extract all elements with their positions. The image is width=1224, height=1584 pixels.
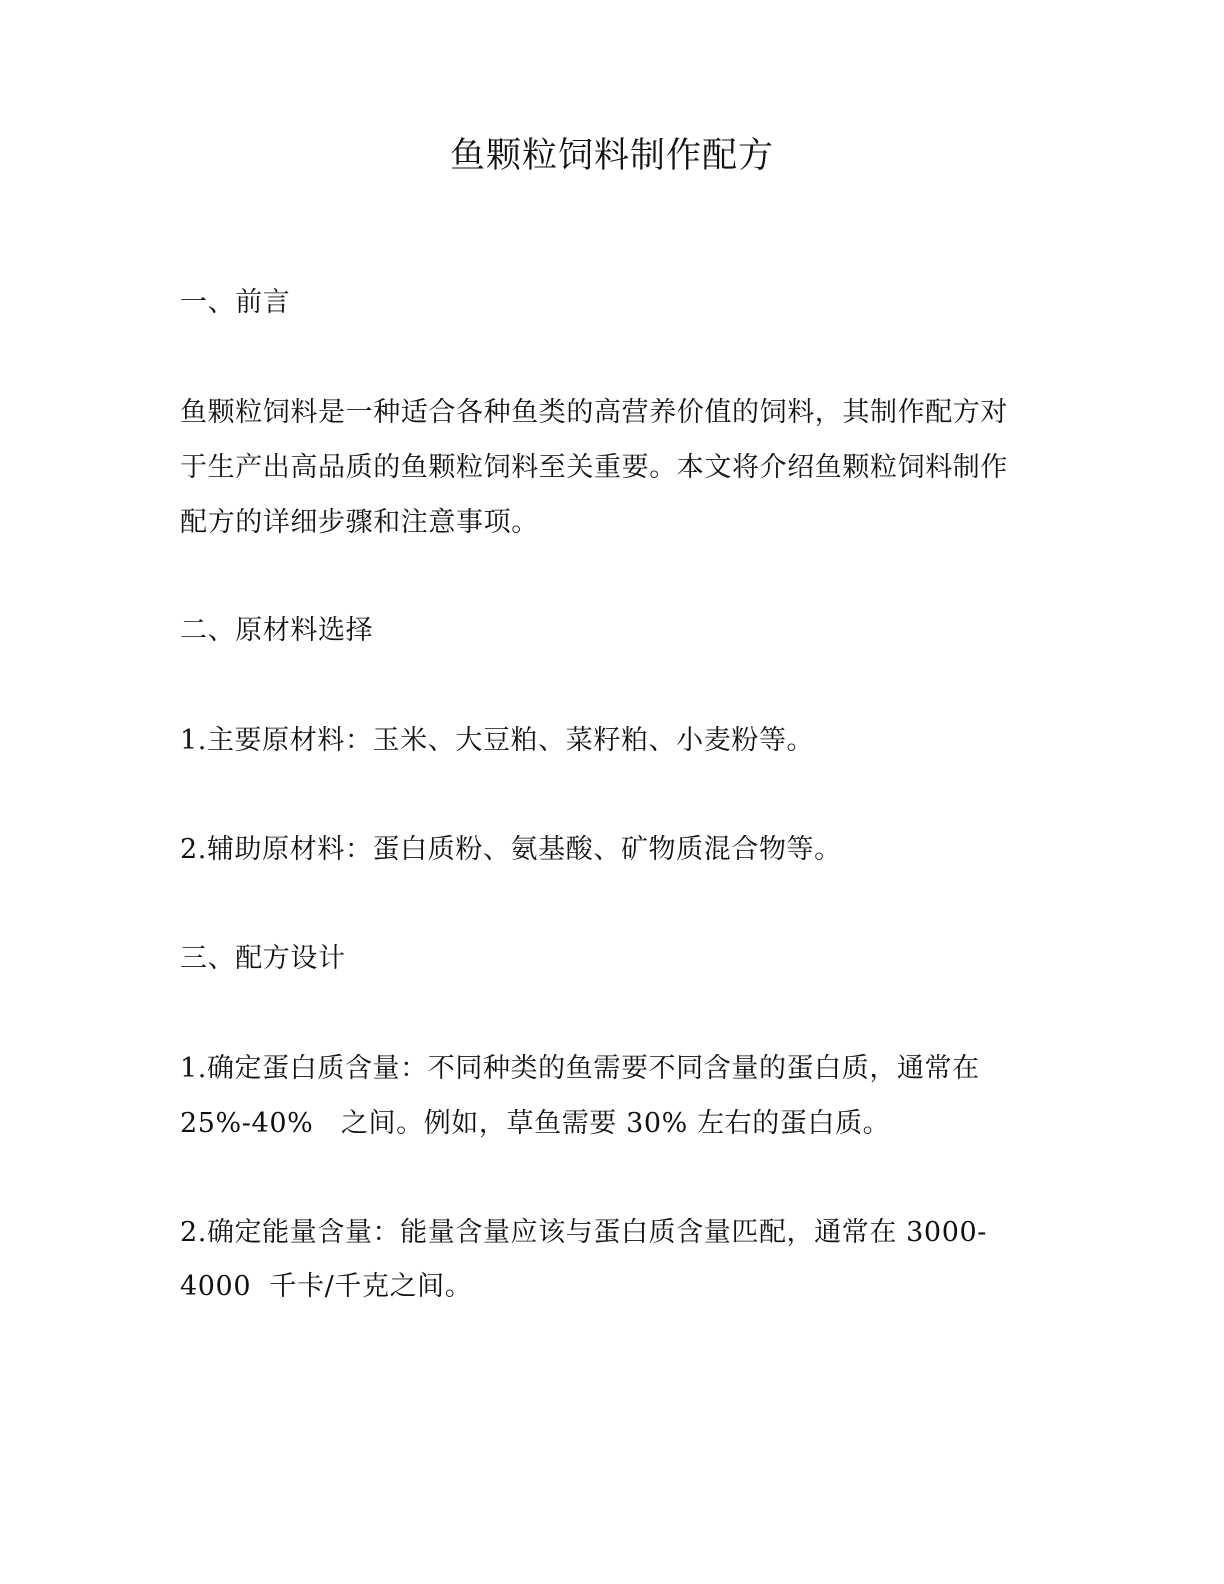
paragraph-line: 2.确定能量含量：能量含量应该与蛋白质含量匹配，通常在 3000-: [180, 1217, 987, 1248]
paragraph-line: 1.确定蛋白质含量：不同种类的鱼需要不同含量的蛋白质，通常在: [180, 1053, 980, 1084]
paragraph-line: 于生产出高品质的鱼颗粒饲料至关重要。本文将介绍鱼颗粒饲料制作: [180, 452, 1008, 483]
section-heading-formula-design: 三、配方设计: [180, 943, 346, 974]
section-heading-materials: 二、原材料选择: [180, 615, 374, 646]
paragraph-line: 配方的详细步骤和注意事项。: [180, 507, 539, 538]
paragraph-line: 1.主要原材料：玉米、大豆粕、菜籽粕、小麦粉等。: [180, 725, 815, 756]
document-title: 鱼颗粒饲料制作配方: [449, 136, 774, 176]
section-heading-preface: 一、前言: [180, 287, 291, 318]
paragraph-line: 2.辅助原材料：蛋白质粉、氨基酸、矿物质混合物等。: [180, 834, 842, 865]
paragraph-line: 4000 千卡/千克之间。: [180, 1271, 473, 1302]
paragraph-line: 25%-40% 之间。例如，草鱼需要 30% 左右的蛋白质。: [180, 1108, 891, 1139]
paragraph-line: 鱼颗粒饲料是一种适合各种鱼类的高营养价值的饲料，其制作配方对: [180, 397, 1008, 428]
